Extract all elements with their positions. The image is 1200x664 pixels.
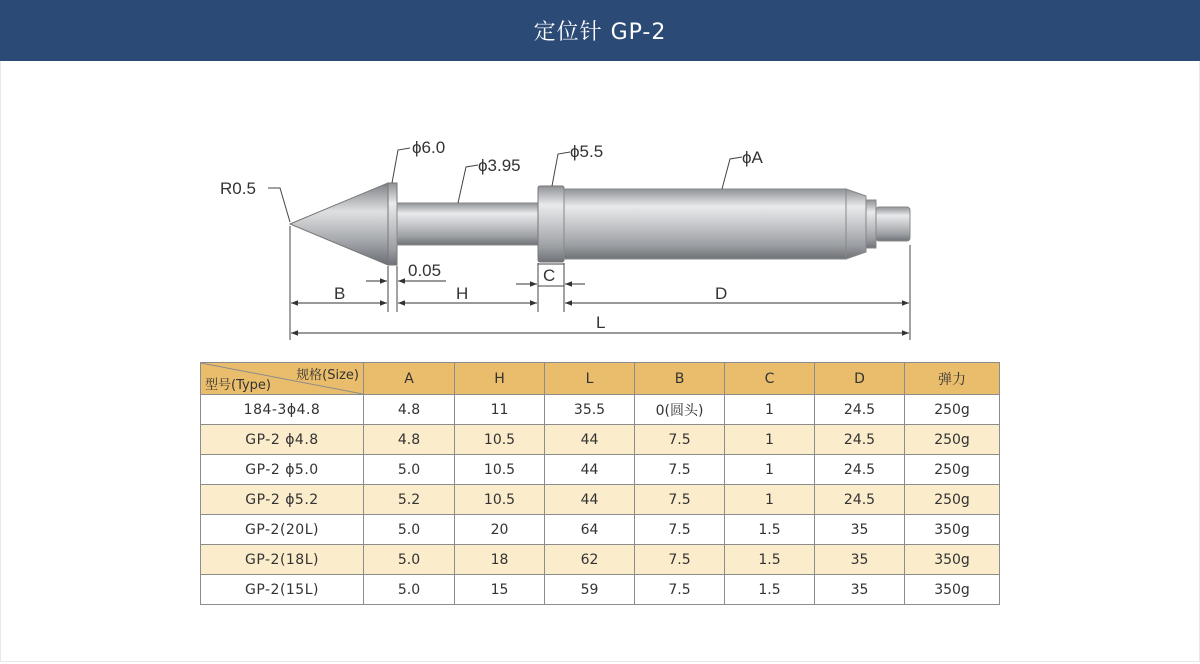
dim-h-label: H: [456, 284, 469, 303]
cell-l: 64: [545, 515, 635, 545]
cell-h: 20: [455, 515, 545, 545]
table-row: [201, 485, 1000, 515]
cell-l: 44: [545, 485, 635, 515]
cell-c: 1: [725, 455, 815, 485]
col-header-a: A: [364, 363, 455, 395]
page-title: 定位针 GP-2: [533, 20, 667, 45]
cell-c: 1.5: [725, 545, 815, 575]
col-header-b: B: [635, 363, 725, 395]
cell-b: 7.5: [635, 455, 725, 485]
row-type-cell: GP-2(20L): [201, 515, 364, 545]
col-header-h: H: [455, 363, 545, 395]
spec-table: [200, 362, 1000, 605]
row-type-cell: GP-2 ϕ5.0: [201, 455, 364, 485]
size-header-label: 规格(Size): [296, 368, 359, 383]
cell-h: 10.5: [455, 425, 545, 455]
cell-l: 62: [545, 545, 635, 575]
table-row: [201, 395, 1000, 425]
cell-force: 250g: [905, 455, 1000, 485]
cell-a: 5.0: [364, 545, 455, 575]
cell-l: 44: [545, 425, 635, 455]
cell-c: 1: [725, 395, 815, 425]
cell-b: 7.5: [635, 485, 725, 515]
cell-force: 350g: [905, 515, 1000, 545]
corner-header-cell: [201, 363, 364, 395]
cell-l: 59: [545, 575, 635, 605]
cell-force: 250g: [905, 425, 1000, 455]
cell-h: 15: [455, 575, 545, 605]
cell-h: 10.5: [455, 455, 545, 485]
col-header-l: L: [545, 363, 635, 395]
cell-d: 24.5: [815, 425, 905, 455]
table-row: [201, 545, 1000, 575]
cell-h: 10.5: [455, 485, 545, 515]
cell-d: 35: [815, 575, 905, 605]
row-type-cell: GP-2(18L): [201, 545, 364, 575]
cell-a: 5.2: [364, 485, 455, 515]
cell-c: 1: [725, 425, 815, 455]
col-header-c: C: [725, 363, 815, 395]
cell-force: 350g: [905, 575, 1000, 605]
col-header-d: D: [815, 363, 905, 395]
cell-d: 24.5: [815, 395, 905, 425]
radius-label: R0.5: [220, 179, 256, 198]
cell-c: 1.5: [725, 575, 815, 605]
cell-d: 35: [815, 545, 905, 575]
cell-c: 1.5: [725, 515, 815, 545]
cell-a: 5.0: [364, 455, 455, 485]
cell-b: 7.5: [635, 575, 725, 605]
cell-b: 7.5: [635, 515, 725, 545]
cell-b: 7.5: [635, 545, 725, 575]
diameter-3-95-label: ϕ3.95: [478, 156, 521, 175]
cell-b: 0(圆头): [635, 395, 725, 425]
table-row: [201, 425, 1000, 455]
cell-a: 4.8: [364, 425, 455, 455]
gap-label: 0.05: [408, 261, 442, 280]
cell-force: 250g: [905, 485, 1000, 515]
cell-a: 5.0: [364, 575, 455, 605]
dim-b-label: B: [334, 284, 346, 303]
table-header-row: [201, 363, 1000, 395]
cell-a: 5.0: [364, 515, 455, 545]
dim-c-label: C: [543, 266, 556, 285]
table-row: [201, 455, 1000, 485]
cell-d: 24.5: [815, 485, 905, 515]
row-type-cell: 184-3ϕ4.8: [201, 395, 364, 425]
cell-d: 24.5: [815, 455, 905, 485]
diameter-5-5-label: ϕ5.5: [570, 142, 604, 161]
table-row: [201, 515, 1000, 545]
row-type-cell: GP-2(15L): [201, 575, 364, 605]
diameter-6-label: ϕ6.0: [412, 138, 446, 157]
cell-force: 250g: [905, 395, 1000, 425]
dim-d-label: D: [715, 284, 728, 303]
cell-l: 35.5: [545, 395, 635, 425]
cell-d: 35: [815, 515, 905, 545]
pin-body: [290, 183, 910, 265]
cell-h: 11: [455, 395, 545, 425]
col-header-force: 弹力: [905, 363, 1000, 395]
row-type-cell: GP-2 ϕ4.8: [201, 425, 364, 455]
cell-a: 4.8: [364, 395, 455, 425]
cell-force: 350g: [905, 545, 1000, 575]
dim-l-label: L: [596, 313, 606, 332]
cell-c: 1: [725, 485, 815, 515]
diameter-a-label: ϕA: [742, 148, 763, 167]
table-row: [201, 575, 1000, 605]
type-header-label: 型号(Type): [205, 378, 272, 393]
cell-l: 44: [545, 455, 635, 485]
cell-b: 7.5: [635, 425, 725, 455]
cell-h: 18: [455, 545, 545, 575]
row-type-cell: GP-2 ϕ5.2: [201, 485, 364, 515]
